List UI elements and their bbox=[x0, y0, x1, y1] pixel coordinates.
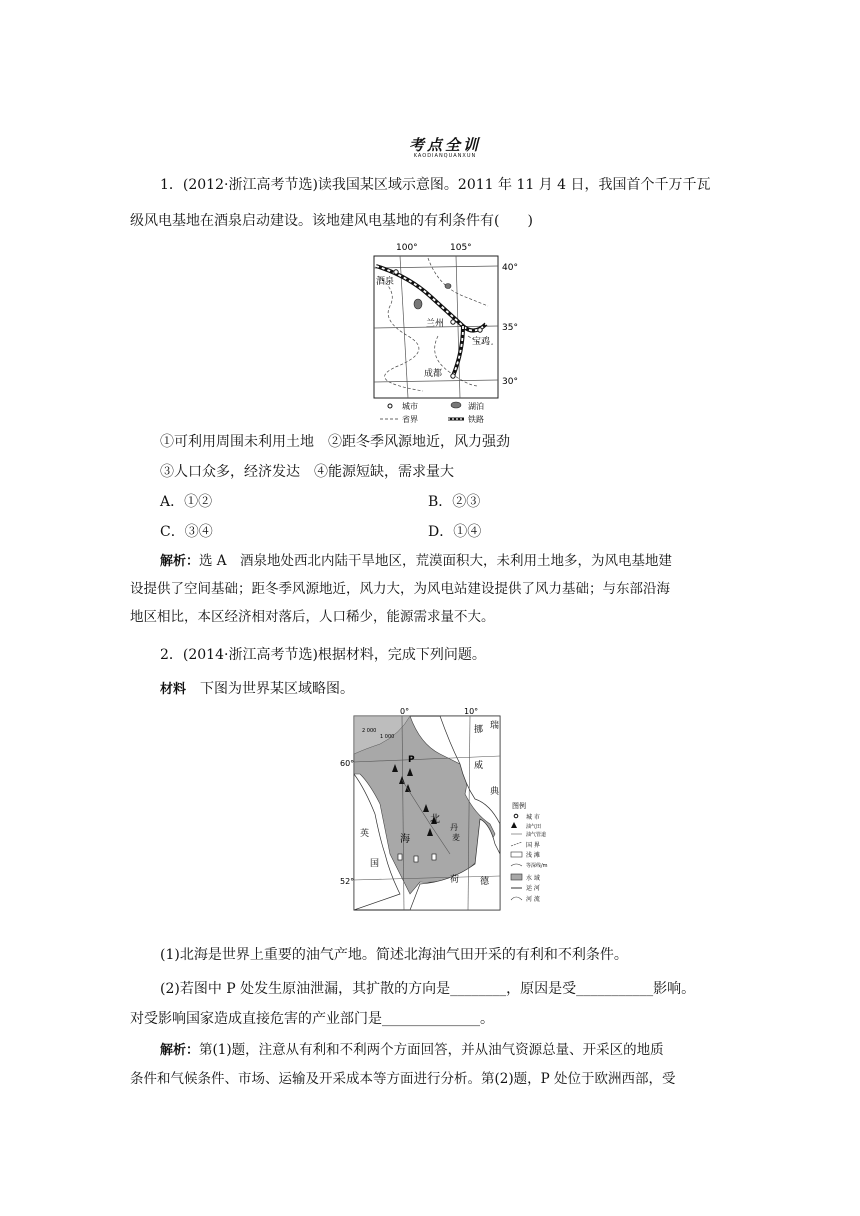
legend-lake-label: 湖泊 bbox=[468, 402, 484, 411]
label-norway-1: 挪 bbox=[474, 725, 484, 735]
legend-iso-label: 等深线/m bbox=[526, 863, 548, 869]
legend-pipe-label: 油气管道 bbox=[526, 832, 547, 838]
q1-stem-line1: 1．(2012·浙江高考节选)读我国某区域示意图。2011 年 11 月 4 日，我国首个千万千瓦 bbox=[160, 177, 711, 193]
city-marker bbox=[451, 320, 455, 324]
legend-border-icon bbox=[511, 842, 522, 846]
p-point-label: P bbox=[408, 755, 415, 765]
legend-water-icon bbox=[511, 874, 522, 880]
lake bbox=[414, 299, 422, 309]
analysis-text: 选 A 酒泉地处西北内陆干旱地区，荒漠面积大，未利用土地多，为风电基地建 bbox=[199, 553, 673, 569]
lon-label-0: 0° bbox=[400, 707, 410, 716]
q2-material bbox=[160, 680, 354, 699]
lon-label-10: 10° bbox=[464, 707, 479, 716]
label-uk-2: 国 bbox=[370, 859, 380, 869]
lat-label-60: 60° bbox=[340, 759, 355, 768]
q1-analysis-line1 bbox=[160, 552, 672, 571]
section-title: 考点全训 bbox=[408, 136, 481, 154]
label-norway-2: 威 bbox=[474, 761, 484, 771]
city-marker bbox=[451, 374, 455, 378]
q2-sub2-line2: 对受影响国家造成直接危害的产业部门是______________。 bbox=[130, 1011, 494, 1027]
material-label: 材料 bbox=[160, 682, 187, 697]
gasfield-marker bbox=[414, 856, 418, 862]
q2-analysis-line2: 条件和气候条件、市场、运输及开采成本等方面进行分析。第(2)题，P 处位于欧洲西部，受 bbox=[130, 1071, 676, 1087]
city-label-baoji: 宝鸡 bbox=[472, 337, 491, 347]
q2-stem: 2．(2014·浙江高考节选)根据材料，完成下列问题。 bbox=[160, 647, 486, 663]
lon-label-100: 100° bbox=[396, 243, 418, 253]
lon-label-105: 105° bbox=[450, 243, 472, 253]
isobath-label: 1 000 bbox=[380, 734, 395, 740]
analysis-label: 解析： bbox=[160, 554, 200, 569]
lat-label-35: 35° bbox=[502, 323, 518, 333]
q1-analysis-line3: 地区相比，本区经济相对落后，人口稀少，能源需求量不大。 bbox=[130, 609, 495, 625]
legend-water-label: 水 域 bbox=[526, 875, 540, 882]
q2-sub1: (1)北海是世界上重要的油气产地。简述北海油气田开采的有利和不利条件。 bbox=[160, 947, 628, 963]
label-denmark-1: 丹 bbox=[450, 823, 458, 832]
legend-city-label: 城市 bbox=[402, 402, 418, 411]
section-header bbox=[380, 134, 510, 159]
north-sea-map bbox=[340, 704, 562, 916]
q1-analysis-line2: 设提供了空间基础；距冬季风源地近，风力大，为风电站建设提供了风力基础；与东部沿海 bbox=[130, 581, 670, 597]
gasfield-marker bbox=[432, 854, 436, 860]
legend-rail-label: 铁路 bbox=[468, 415, 484, 424]
legend-city-icon bbox=[388, 404, 392, 408]
legend-river-label: 河 流 bbox=[526, 896, 540, 903]
gasfield-marker bbox=[398, 854, 402, 860]
city-marker bbox=[394, 270, 398, 274]
lat-label-30: 30° bbox=[502, 377, 518, 387]
legend-canal-label: 运 河 bbox=[526, 885, 540, 892]
label-sea-2: 海 bbox=[400, 834, 410, 845]
q2-analysis-line1 bbox=[160, 1041, 664, 1060]
label-sweden-1: 瑞 bbox=[490, 721, 500, 731]
city-label-jiuquan: 酒泉 bbox=[376, 277, 395, 287]
label-sea-1: 北 bbox=[430, 814, 440, 825]
china-region-map bbox=[368, 236, 530, 428]
label-denmark-2: 麦 bbox=[452, 833, 460, 842]
lat-label-40: 40° bbox=[502, 263, 518, 273]
city-label-chengdu: 成都 bbox=[424, 369, 443, 379]
q1-statements-2: ③人口众多，经济发达 ④能源短缺，需求量大 bbox=[160, 464, 454, 480]
city-label-lanzhou: 兰州 bbox=[426, 319, 445, 329]
q1-stem-line2: 级风电基地在酒泉启动建设。该地建风电基地的有利条件有( ) bbox=[130, 213, 533, 229]
analysis-label: 解析： bbox=[160, 1043, 200, 1058]
q2-sub2-line1: (2)若图中 P 处发生原油泄漏，其扩散的方向是________，原因是受___________影响。 bbox=[160, 981, 696, 997]
lake bbox=[445, 284, 451, 289]
label-uk-1: 英 bbox=[360, 829, 370, 839]
legend-lake-icon bbox=[451, 402, 461, 408]
label-sweden-2: 典 bbox=[490, 787, 500, 797]
legend-border-label: 国 界 bbox=[526, 842, 540, 849]
isobath-label: 2 000 bbox=[362, 728, 377, 734]
material-text: 下图为世界某区域略图。 bbox=[200, 681, 355, 697]
legend-oil-icon bbox=[511, 822, 517, 828]
q1-option-b: B．②③ bbox=[428, 494, 481, 510]
map2-legend bbox=[511, 801, 548, 903]
legend-city-icon bbox=[514, 814, 518, 818]
city-marker bbox=[478, 328, 482, 332]
label-netherlands: 荷 bbox=[450, 875, 460, 885]
legend-river-icon bbox=[511, 897, 522, 900]
lat-label-52: 52° bbox=[340, 877, 355, 886]
q1-option-d: D．①④ bbox=[428, 524, 482, 540]
legend-oil-label: 油气田 bbox=[526, 824, 542, 830]
legend-border-label: 省界 bbox=[402, 415, 418, 424]
q1-option-c: C．③④ bbox=[160, 524, 213, 540]
q1-statements-1: ①可利用周围未利用土地 ②距冬季风源地近，风力强劲 bbox=[160, 434, 510, 450]
legend-shoal-label: 浅 滩 bbox=[526, 852, 540, 859]
analysis-text: 第(1)题，注意从有利和不利两个方面回答，并从油气资源总量、开采区的地质 bbox=[199, 1042, 664, 1058]
section-subtitle: KAODIANQUANXUN bbox=[413, 153, 477, 159]
legend-iso-icon bbox=[511, 864, 522, 866]
label-germany: 德 bbox=[480, 877, 490, 887]
legend-shoal-icon bbox=[511, 852, 522, 857]
legend-city-label: 城 市 bbox=[526, 814, 540, 821]
legend-title: 图例 bbox=[512, 802, 526, 810]
q1-option-a: A．①② bbox=[160, 494, 213, 510]
